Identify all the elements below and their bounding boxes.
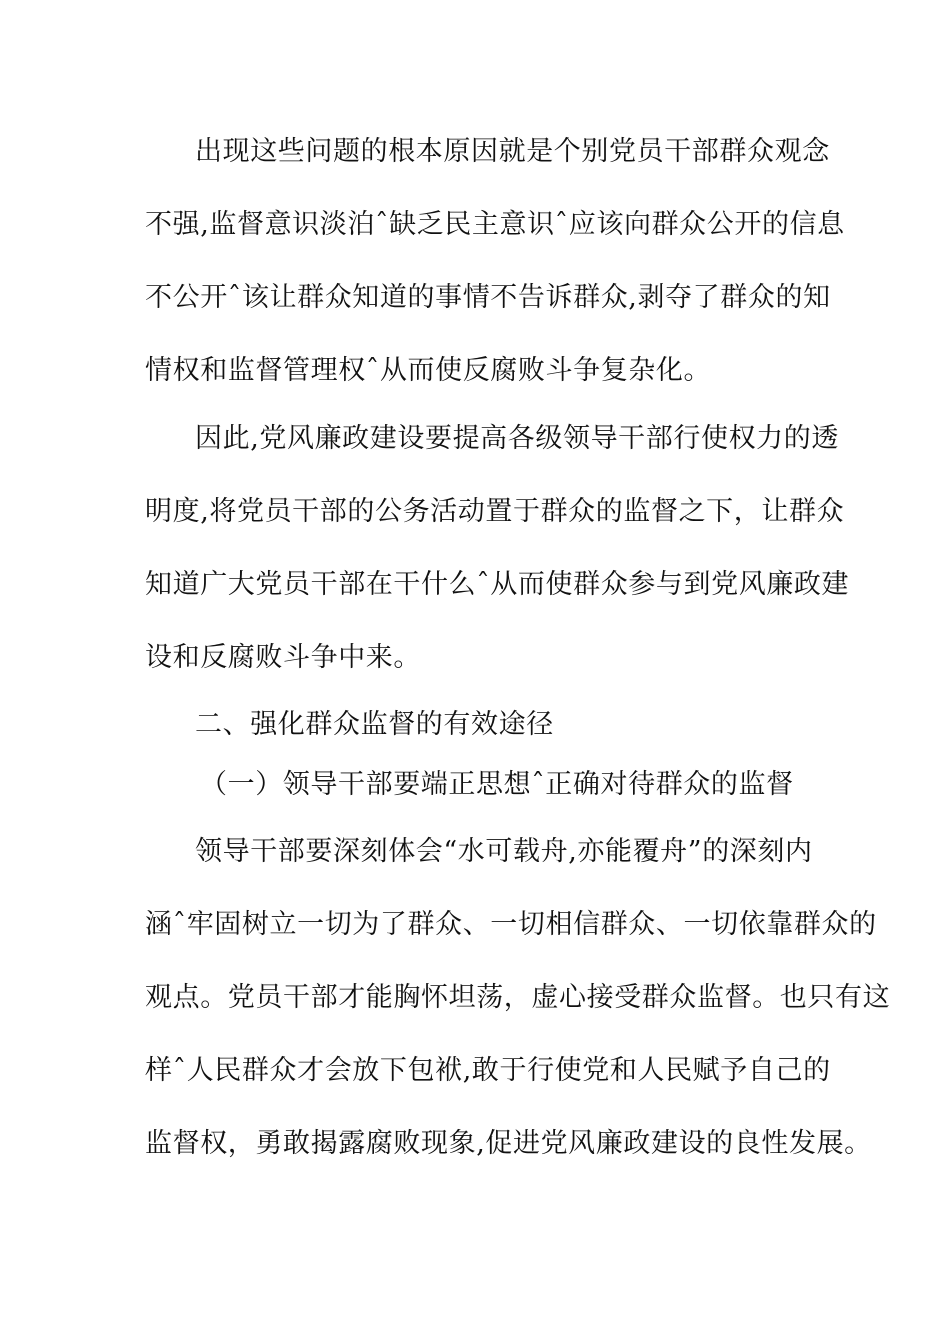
paragraph-1-line-3: 不公开ˆ该让群众知道的事情不告诉群众,剥夺了群众的知 bbox=[145, 282, 831, 313]
paragraph-1-line-1: 出现这些问题的根本原因就是个别党员干部群众观念 bbox=[195, 136, 830, 167]
paragraph-3-line-3: 观点。党员干部才能胸怀坦荡，虚心接受群众监督。也只有这 bbox=[145, 982, 891, 1013]
paragraph-3-line-5: 监督权，勇敢揭露腐败现象,促进党风廉政建设的良性发展。 bbox=[145, 1128, 872, 1159]
paragraph-1-line-2: 不强,监督意识淡泊ˆ缺乏民主意识ˆ应该向群众公开的信息 bbox=[145, 209, 845, 240]
section-heading: 二、强化群众监督的有效途径 bbox=[195, 709, 554, 740]
paragraph-3-line-4: 样ˆ人民群众才会放下包袱,敢于行使党和人民赋予自己的 bbox=[145, 1055, 831, 1086]
subsection-heading: （一）领导干部要端正思想ˆ正确对待群众的监督 bbox=[200, 769, 794, 800]
paragraph-2-line-4: 设和反腐败斗争中来。 bbox=[145, 642, 421, 673]
paragraph-2-line-2: 明度,将党员干部的公务活动置于群众的监督之下，让群众 bbox=[145, 496, 845, 527]
paragraph-3-line-1: 领导干部要深刻体会“水可载舟,亦能覆舟”的深刻内 bbox=[195, 836, 813, 867]
paragraph-3-line-2: 涵ˆ牢固树立一切为了群众、一切相信群众、一切依靠群众的 bbox=[145, 909, 877, 940]
paragraph-2-line-3: 知道广大党员干部在干什么ˆ从而使群众参与到党风廉政建 bbox=[145, 569, 850, 600]
paragraph-1-line-4: 情权和监督管理权ˆ从而使反腐败斗争复杂化。 bbox=[145, 355, 712, 386]
paragraph-2-line-1: 因此,党风廉政建设要提高各级领导干部行使权力的透 bbox=[195, 423, 839, 454]
